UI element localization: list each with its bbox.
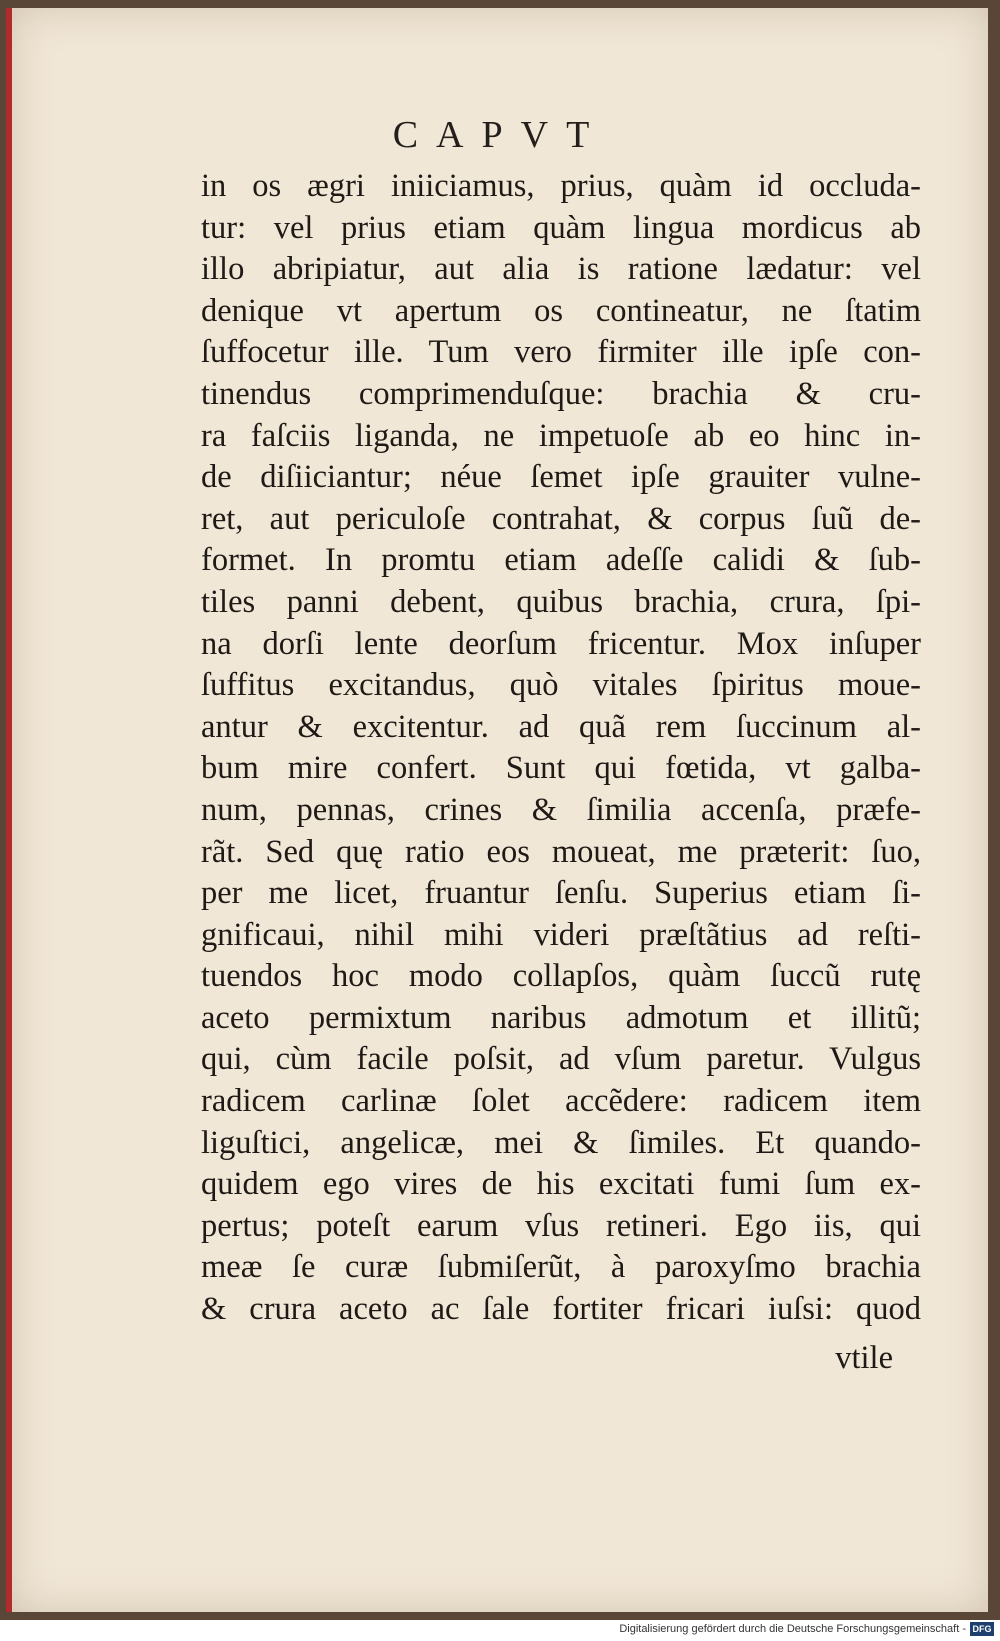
text-line: tur: vel prius etiam quàm lingua mordicus ab (201, 209, 921, 246)
text-line: ret, aut periculoſe contrahat, & corpus ſuũ de- (201, 500, 921, 537)
text-line: & crura aceto ac ſale fortiter fricari iuſsi: quod (201, 1291, 921, 1328)
dfg-logo: DFG (970, 1622, 994, 1636)
text-line: bum mire confert. Sunt qui fœtida, vt galba- (201, 750, 921, 787)
text-line: formet. In promtu etiam adeſſe calidi & ſub- (201, 542, 921, 579)
catchword: vtile (835, 1340, 893, 1376)
text-line: num, pennas, crines & ſimilia accenſa, præfe- (201, 791, 921, 828)
text-line: quidem ego vires de his excitati fumi ſum ex- (201, 1166, 921, 1203)
text-line: ra faſciis liganda, ne impetuoſe ab eo hinc in- (201, 417, 921, 454)
footer-credit: Digitalisierung gefördert durch die Deutsche Forschungsgemeinschaft - (619, 1623, 966, 1635)
text-line: tiles panni debent, quibus brachia, crura, ſpi- (201, 583, 921, 620)
running-head: CAPVT (392, 114, 608, 156)
text-line: in os ægri iniiciamus, prius, quàm id occluda- (201, 168, 921, 204)
text-line: per me licet, fruantur ſenſu. Superius etiam ſi- (201, 875, 921, 912)
text-line: ſuffocetur ille. Tum vero firmiter ille ipſe con- (201, 334, 921, 371)
text-line: liguſtici, angelicæ, mei & ſimiles. Et quando- (201, 1124, 921, 1161)
text-line: gnificaui, nihil mihi videri præſtãtius ad reſti- (201, 916, 921, 953)
text-line: pertus; poteſt earum vſus retineri. Ego iis, qui (201, 1207, 921, 1244)
text-line: tuendos hoc modo collapſos, quàm ſuccũ rutę (201, 958, 921, 995)
text-line: ſuffitus excitandus, quò vitales ſpiritus moue- (201, 667, 921, 704)
book-page (6, 8, 988, 1612)
text-line: rãt. Sed quę ratio eos moueat, me præterit: ſuo, (201, 833, 921, 870)
text-line: aceto permixtum naribus admotum et illitũ; (201, 999, 921, 1036)
text-line: meæ ſe curæ ſubmiſerũt, à paroxyſmo brachia (201, 1249, 921, 1286)
text-line: tinendus comprimenduſque: brachia & cru- (201, 375, 921, 412)
text-line: qui, cùm facile poſsit, ad vſum paretur. Vulgus (201, 1041, 921, 1078)
text-line: antur & excitentur. ad quã rem ſuccinum al- (201, 708, 921, 745)
text-line: illo abripiatur, aut alia is ratione lædatur: vel (201, 251, 921, 288)
text-line: radicem carlinæ ſolet accẽdere: radicem item (201, 1083, 921, 1120)
text-line: denique vt apertum os contineatur, ne ſtatim (201, 292, 921, 329)
text-line: de diſiiciantur; néue ſemet ipſe grauiter vulne- (201, 459, 921, 496)
text-block (201, 166, 921, 1331)
text-line: na dorſi lente deorſum fricentur. Mox inſuper (201, 625, 921, 662)
